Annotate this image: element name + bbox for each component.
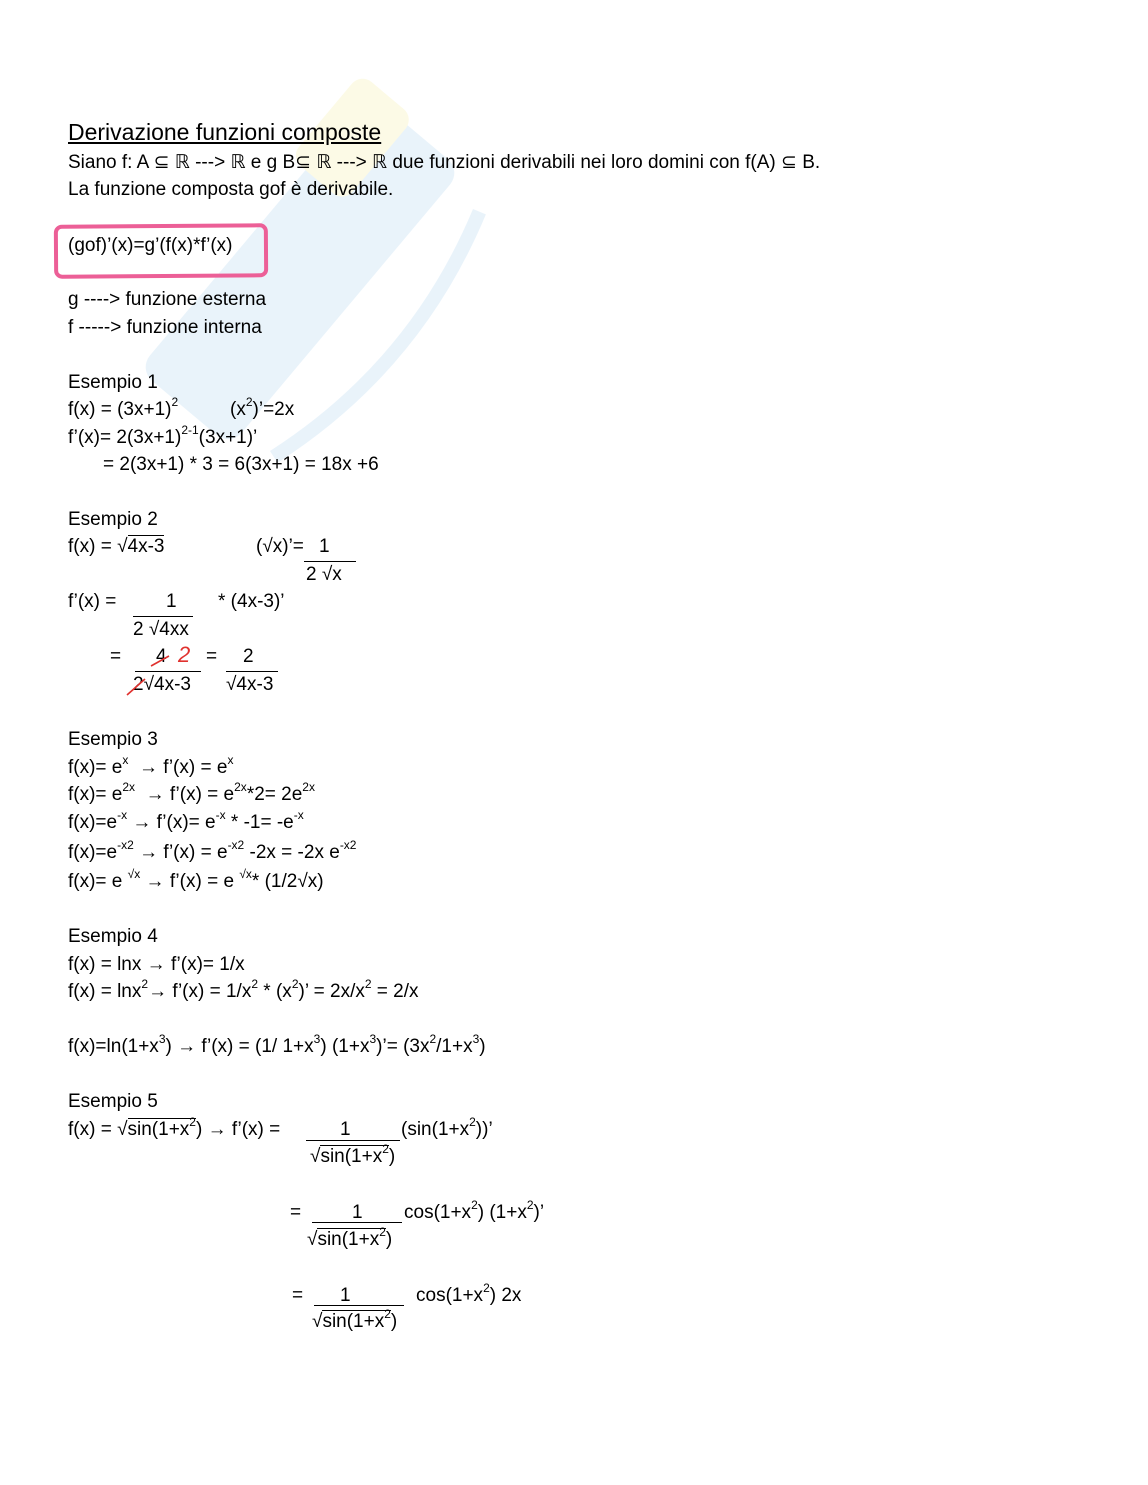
example-4-line-1: f(x) = lnx → f’(x)= 1/x	[68, 954, 245, 975]
example-4-heading: Esempio 4	[68, 926, 158, 947]
example-3-heading: Esempio 3	[68, 729, 158, 750]
example-2-function: f(x) = √4x-3	[68, 536, 165, 557]
example-1-derivative: f’(x)= $2(3x+1)^{2-1}(3x+1)$’	[68, 422, 258, 448]
example-3-line-3: $f(x)=e^{-x}$ → f’(x)= $e^{-x} * -1= -e^{-x}$	[68, 807, 304, 833]
step-1-tail: $(\sin(1+x^2))$’	[401, 1114, 493, 1140]
arrow-icon: →	[145, 871, 165, 892]
arrow-icon: →	[207, 1119, 227, 1140]
result-denominator: √4x-3	[226, 674, 274, 695]
step-3-tail: $\cos(1+x^2)$ 2x	[416, 1280, 522, 1306]
fraction-bar	[312, 1222, 402, 1223]
arrow-icon: →	[177, 1036, 197, 1057]
simplified-denominator: 2√4x-3	[133, 674, 191, 695]
intro-text-2: La funzione composta gof è derivabile.	[68, 179, 394, 200]
example-2-derivative-lhs: f’(x) =	[68, 591, 117, 612]
fraction-bar	[133, 616, 193, 617]
example-3-line-2: $f(x)= e^{2x}$ → f’(x) = $e^{2x}*2= 2e^{2x}$	[68, 779, 315, 805]
fraction-bar	[226, 671, 278, 672]
arrow-icon: →	[148, 981, 168, 1002]
example-1-heading: Esempio 1	[68, 372, 158, 393]
example-2-inner-derivative: * (4x-3)’	[218, 591, 285, 612]
example-1-result: = 2(3x+1) * 3 = 6(3x+1) = 18x +6	[103, 454, 379, 475]
simplified-numerator: 4	[156, 646, 167, 667]
equals-sign: =	[290, 1202, 302, 1223]
step-1-numerator: 1	[340, 1119, 351, 1140]
example-3-line-1: $f(x)= e^x$ → f’(x) = $e^x$	[68, 752, 234, 778]
step-1-denominator: $√\sin(1+x^2)$	[310, 1141, 396, 1167]
chain-rule-formula: (gof)’(x)=g’(f(x)*f’(x)	[68, 235, 233, 256]
handwritten-correction: 2	[178, 642, 191, 667]
example-4-line-2: f(x) = lnx$^2$→ f’(x) = $1/x^2 * (x^2)$’ = $2x/x^2 = 2/x$	[68, 976, 419, 1002]
result-numerator: 2	[243, 646, 254, 667]
step-2-tail: $\cos(1+x^2)$ $(1+x^2)$’	[404, 1197, 545, 1223]
fraction-bar	[304, 561, 356, 562]
equals-sign: =	[292, 1285, 304, 1306]
fraction-bar	[306, 1140, 400, 1141]
strike-through-marks	[123, 646, 183, 702]
example-3-line-4: $f(x)=e^{-x2}$ → f’(x) = $e^{-x2}$ -2x = -2x $e^{-x2}$	[68, 837, 357, 863]
example-1-power-rule: $(x^2)’=2x$	[230, 394, 295, 420]
sqrt-rule-denominator: 2 √x	[306, 564, 342, 585]
example-5-function: $f(x) = √\sin(1+x^2)$ → f’(x) =	[68, 1114, 281, 1140]
fraction-bar	[314, 1305, 404, 1306]
arrow-icon: →	[139, 842, 159, 863]
equals-sign: =	[206, 646, 218, 667]
arrow-icon: →	[132, 812, 152, 833]
arrow-icon: →	[146, 954, 166, 975]
page-title: Derivazione funzioni composte	[68, 119, 382, 145]
outer-function-note: g ----> funzione esterna	[68, 289, 267, 310]
example-2-numerator: 1	[166, 591, 177, 612]
arrow-icon: →	[138, 757, 158, 778]
example-2-heading: Esempio 2	[68, 509, 158, 530]
example-1-function: $f(x) = (3x+1)^2$	[68, 394, 179, 420]
arrow-icon: →	[145, 784, 165, 805]
equals-sign: =	[110, 646, 122, 667]
sqrt-rule-lhs: (√x)’=	[256, 536, 304, 557]
example-4-line-3: $f(x)=\ln(1+x^3)$ → f’(x) = (1/ $1+x^3$) $(1+x^3)’= (3x^2/1+x^3)$	[68, 1031, 486, 1057]
step-2-denominator: $√\sin(1+x^2)$	[307, 1224, 393, 1250]
example-2-denominator: 2 √4xx	[133, 619, 189, 640]
intro-text: Siano f: A ⊆ ℝ ---> ℝ e g B⊆ ℝ ---> ℝ due funzioni derivabili nei loro domini con f(A) ⊆ B.	[68, 152, 821, 173]
inner-function-note: f -----> funzione interna	[68, 317, 262, 338]
sqrt-rule-numerator: 1	[319, 536, 330, 557]
step-2-numerator: 1	[352, 1202, 363, 1223]
example-5-heading: Esempio 5	[68, 1091, 158, 1112]
example-3-line-5: f(x)= e $^{√x}$ → f’(x) = e $^{√x}$* (1/2√x)	[68, 866, 324, 892]
step-3-numerator: 1	[340, 1285, 351, 1306]
step-3-denominator: $√\sin(1+x^2)$	[312, 1306, 398, 1332]
